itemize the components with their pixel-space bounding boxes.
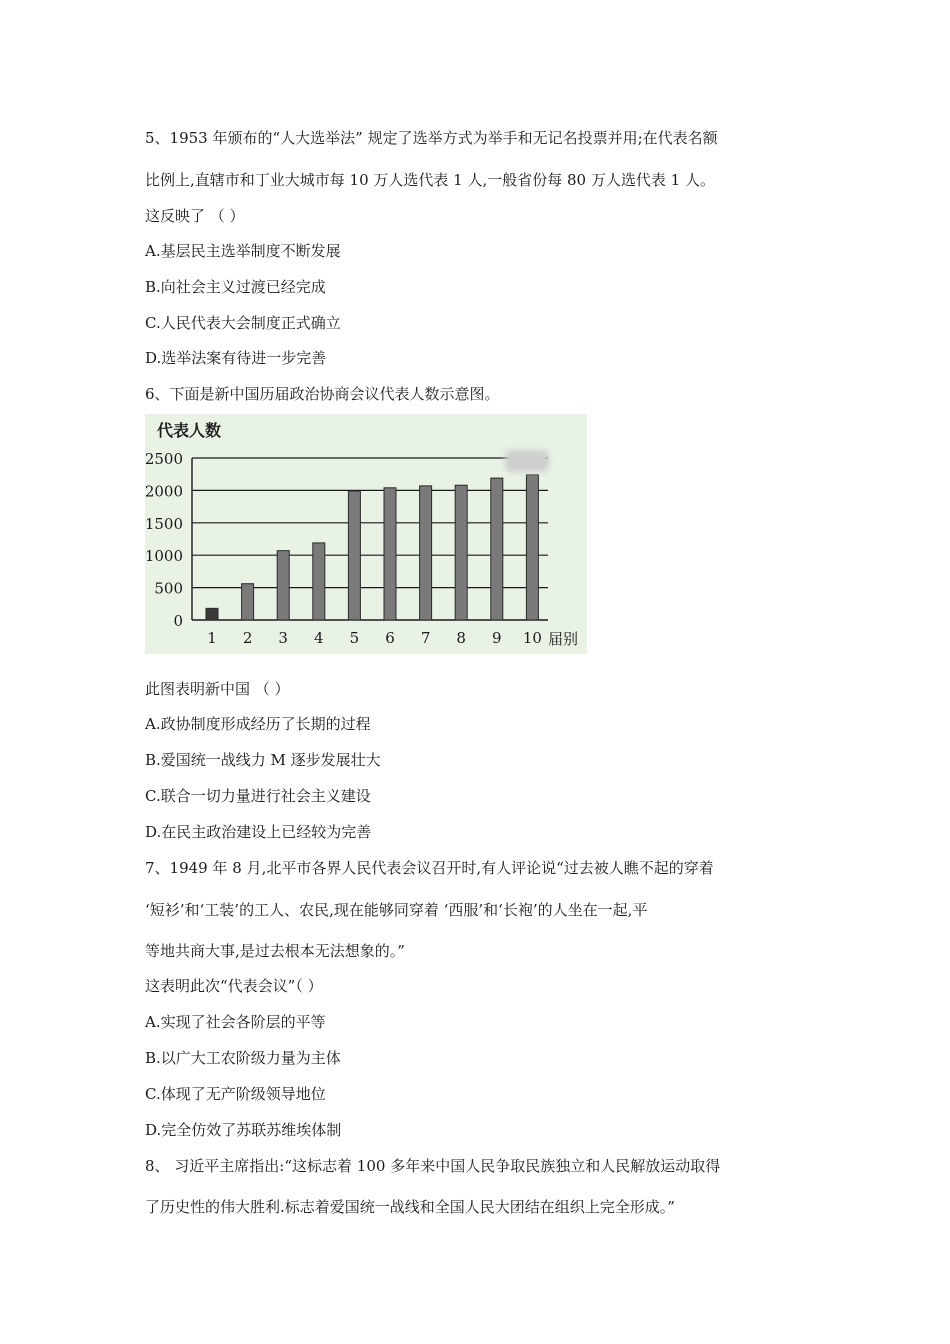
bar-3 bbox=[277, 551, 289, 620]
bar-1 bbox=[206, 608, 218, 620]
bar-8 bbox=[455, 485, 467, 620]
x-tick-label: 9 bbox=[492, 629, 502, 647]
q5-line-2: 比例上,直辖市和丁业大城市每 10 万人选代表 1 人,一般省份每 80 万人选代表 1 人。 bbox=[145, 171, 715, 189]
bar-2 bbox=[242, 584, 254, 620]
y-tick-label: 1000 bbox=[145, 547, 183, 566]
x-tick-label: 7 bbox=[420, 629, 431, 647]
x-tick-label: 8 bbox=[456, 629, 466, 647]
q6-line-1: 6、下面是新中国历届政治协商会议代表人数示意图。 bbox=[145, 385, 500, 403]
q8-line-2: 了历史性的伟大胜利.标志着爱国统一战线和全国人民大团结在组织上完全形成。” bbox=[145, 1198, 675, 1216]
q5-stem: 这反映了 （ ） bbox=[145, 207, 245, 225]
q5-option-a: A.基层民主选举制度不断发展 bbox=[145, 242, 341, 260]
bar-6 bbox=[384, 488, 396, 620]
q8-line-1: 8、 习近平主席指出:“这标志着 100 多年来中国人民争取民族独立和人民解放运动取得 bbox=[145, 1157, 721, 1175]
bar-4 bbox=[313, 543, 325, 620]
x-tick-label: 4 bbox=[314, 629, 324, 647]
q5-option-d: D.选举法案有待进一步完善 bbox=[145, 349, 327, 367]
y-tick-label: 500 bbox=[154, 579, 183, 598]
q5-option-c: C.人民代表大会制度正式确立 bbox=[145, 314, 341, 332]
q6-stem: 此图表明新中国 （ ） bbox=[145, 680, 290, 698]
q7-line-3: 等地共商大事,是过去根本无法想象的。” bbox=[145, 942, 405, 960]
q6-option-b: B.爱国统一战线力 M 逐步发展壮大 bbox=[145, 751, 381, 769]
q7-line-1: 7、1949 年 8 月,北平市各界人民代表会议召开时,有人评论说“过去被人瞧不起的穿着 bbox=[145, 859, 714, 877]
bar-9 bbox=[491, 478, 503, 620]
y-tick-label: 0 bbox=[173, 612, 183, 630]
y-tick-label: 2000 bbox=[145, 482, 183, 501]
y-tick-label: 1500 bbox=[145, 514, 183, 533]
q7-option-b: B.以广大工农阶级力量为主体 bbox=[145, 1049, 341, 1067]
q7-stem: 这表明此次“代表会议”（ ） bbox=[145, 977, 323, 995]
x-tick-label: 10 bbox=[522, 629, 542, 647]
bar-10 bbox=[526, 475, 538, 620]
q6-option-c: C.联合一切力量进行社会主义建设 bbox=[145, 787, 371, 805]
q5-option-b: B.向社会主义过渡已经完成 bbox=[145, 278, 326, 296]
q7-option-d: D.完全仿效了苏联苏维埃体制 bbox=[145, 1121, 342, 1139]
q5-line-1: 5、1953 年颁布的“人大选举法” 规定了选举方式为举手和无记名投票并用;在代表名额 bbox=[145, 129, 718, 147]
y-tick-label: 2500 bbox=[145, 450, 183, 468]
bar-5 bbox=[348, 491, 360, 620]
chart-xlabel: 届别 bbox=[548, 630, 579, 648]
bar-7 bbox=[420, 486, 432, 620]
watermark-blur bbox=[505, 450, 549, 472]
x-tick-label: 1 bbox=[207, 629, 217, 647]
q6-option-d: D.在民主政治建设上已经较为完善 bbox=[145, 823, 372, 841]
chart-ylabel: 代表人数 bbox=[157, 421, 222, 440]
x-tick-label: 5 bbox=[349, 629, 360, 647]
x-tick-label: 6 bbox=[385, 629, 395, 647]
x-tick-label: 2 bbox=[242, 629, 253, 647]
q7-line-2: ‘短衫’和‘工装’的工人、农民,现在能够同穿着 ‘西服’和‘长袍’的人坐在一起,平 bbox=[145, 901, 648, 919]
q6-option-a: A.政协制度形成经历了长期的过程 bbox=[145, 715, 371, 733]
x-tick-label: 3 bbox=[278, 629, 288, 647]
q7-option-c: C.体现了无产阶级领导地位 bbox=[145, 1085, 326, 1103]
q7-option-a: A.实现了社会各阶层的平等 bbox=[145, 1013, 326, 1031]
